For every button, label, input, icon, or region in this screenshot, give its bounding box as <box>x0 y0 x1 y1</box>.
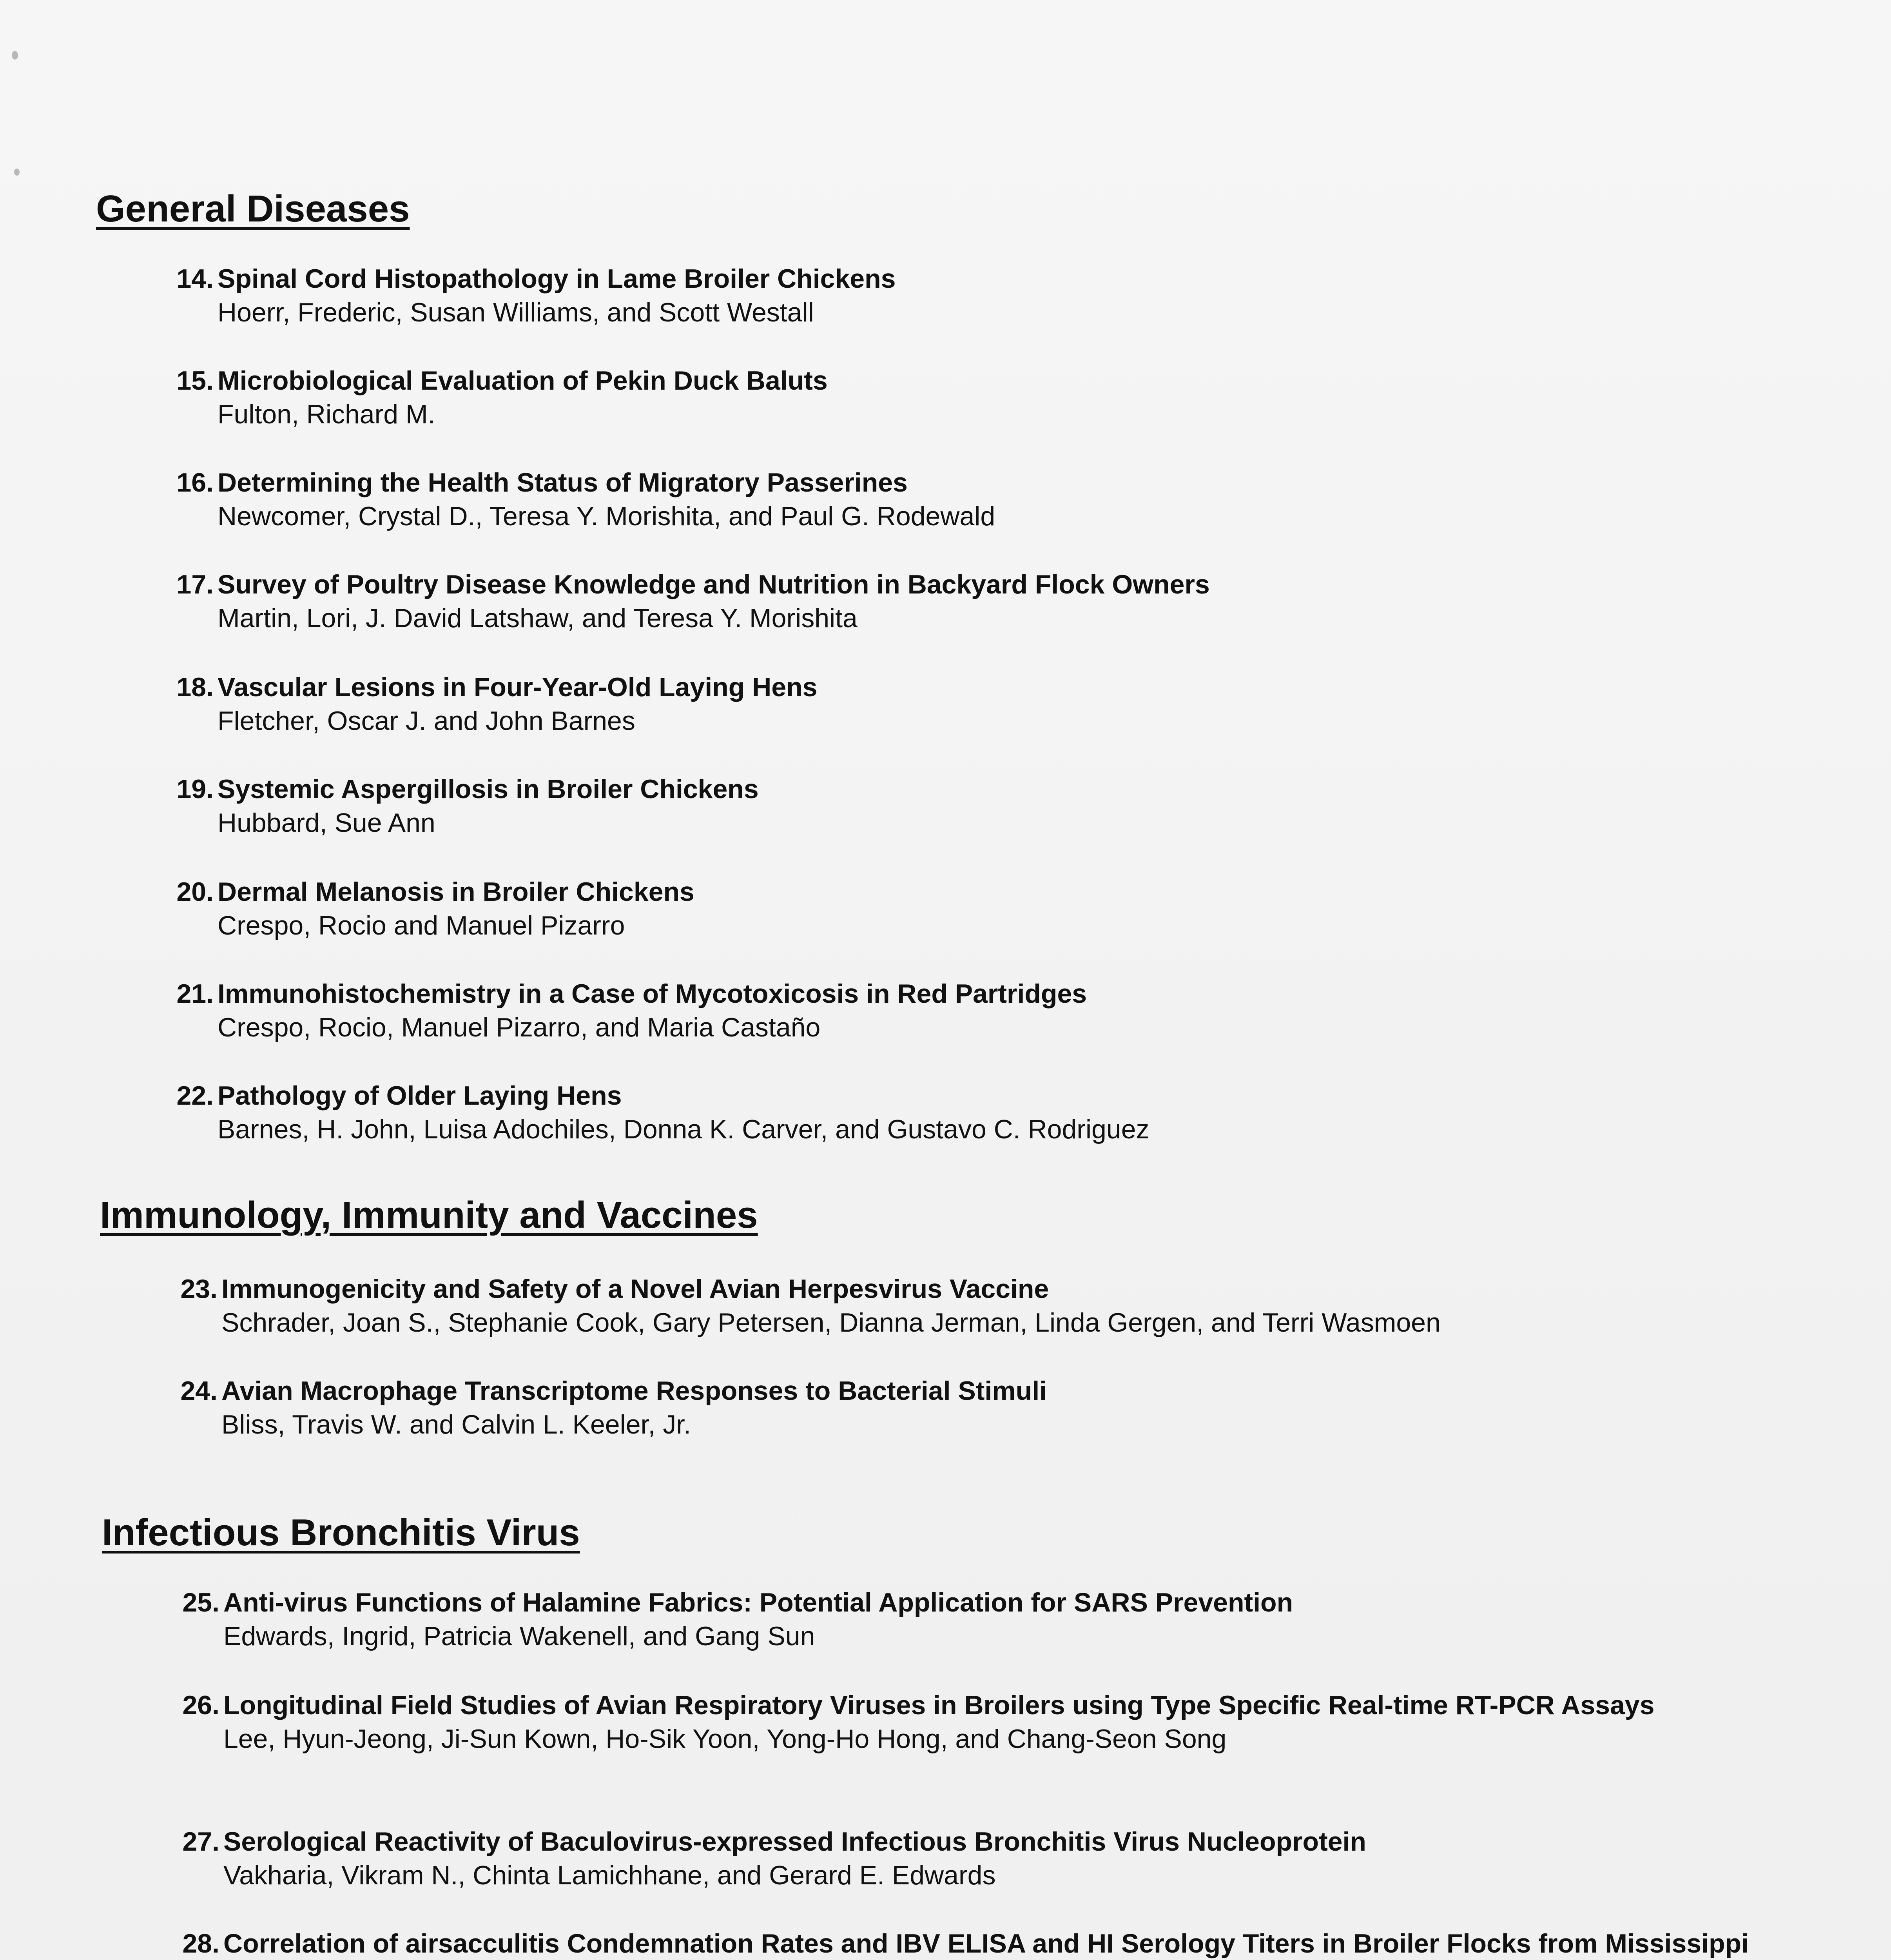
entry-authors: Martin, Lori, J. David Latshaw, and Teresa Y. Morishita <box>218 603 858 633</box>
section-heading-infectious-bronchitis: Infectious Bronchitis Virus <box>102 1512 580 1553</box>
entry-20 <box>155 875 1801 942</box>
entry-authors: Newcomer, Crystal D., Teresa Y. Morishita, and Paul G. Rodewald <box>218 501 995 531</box>
entry-authors: Fletcher, Oscar J. and John Barnes <box>218 706 635 736</box>
entry-title: Serological Reactivity of Baculovirus-expressed Infectious Bronchitis Virus Nucleoprotein <box>223 1827 1366 1857</box>
page-smudge <box>12 51 18 60</box>
entry-number: 18. <box>176 672 214 702</box>
entry-title: Immunohistochemistry in a Case of Mycotoxicosis in Red Partridges <box>218 979 1087 1009</box>
entry-number: 22. <box>176 1081 214 1111</box>
entry-title: Determining the Health Status of Migratory Passerines <box>218 468 908 497</box>
entry-title: Dermal Melanosis in Broiler Chickens <box>218 877 694 907</box>
entry-authors: Barnes, H. John, Luisa Adochiles, Donna K. Carver, and Gustavo C. Rodriguez <box>218 1114 1149 1144</box>
entry-15 <box>155 364 1801 431</box>
entry-authors: Edwards, Ingrid, Patricia Wakenell, and Gang Sun <box>223 1621 815 1651</box>
entry-14 <box>155 262 1801 329</box>
entry-title: Immunogenicity and Safety of a Novel Avian Herpesvirus Vaccine <box>221 1274 1049 1304</box>
entry-number: 27. <box>182 1827 219 1857</box>
entry-title: Pathology of Older Laying Hens <box>218 1081 622 1111</box>
entry-number: 26. <box>182 1690 219 1720</box>
entry-authors: Lee, Hyun-Jeong, Ji-Sun Kown, Ho-Sik Yoon, Yong-Ho Hong, and Chang-Seon Song <box>223 1724 1227 1754</box>
entry-authors: Fulton, Richard M. <box>218 399 435 429</box>
entry-number: 16. <box>176 468 214 497</box>
entry-title: Anti-virus Functions of Halamine Fabrics: Potential Application for SARS Prevention <box>223 1588 1293 1617</box>
entry-number: 17. <box>176 570 214 599</box>
entry-28 <box>161 1927 1807 1960</box>
entry-title: Survey of Poultry Disease Knowledge and Nutrition in Backyard Flock Owners <box>218 570 1210 599</box>
entry-title: Avian Macrophage Transcriptome Responses to Bacterial Stimuli <box>221 1376 1047 1406</box>
entry-title: Spinal Cord Histopathology in Lame Broiler Chickens <box>218 264 896 294</box>
entry-number: 28. <box>182 1929 219 1958</box>
entry-27 <box>161 1825 1807 1892</box>
entry-26 <box>161 1688 1807 1756</box>
entry-16 <box>155 466 1801 533</box>
entry-22 <box>155 1079 1801 1146</box>
entry-number: 23. <box>180 1274 218 1304</box>
entry-24 <box>159 1374 1805 1441</box>
entry-authors: Hoerr, Frederic, Susan Williams, and Scott Westall <box>218 298 814 327</box>
entry-number: 20. <box>176 877 214 907</box>
entry-title: Vascular Lesions in Four-Year-Old Laying Hens <box>218 672 818 702</box>
entry-18 <box>155 670 1801 738</box>
entry-number: 14. <box>176 264 214 294</box>
entry-authors: Crespo, Rocio and Manuel Pizarro <box>218 911 625 940</box>
entry-authors: Bliss, Travis W. and Calvin L. Keeler, Jr. <box>221 1410 691 1439</box>
page-smudge <box>14 169 20 176</box>
entry-authors: Schrader, Joan S., Stephanie Cook, Gary Petersen, Dianna Jerman, Linda Gergen, and Terri Wasmoen <box>221 1308 1441 1338</box>
entry-number: 15. <box>176 366 214 396</box>
section-heading-general-diseases: General Diseases <box>96 188 410 230</box>
entry-title: Microbiological Evaluation of Pekin Duck Baluts <box>218 366 828 396</box>
entry-title: Systemic Aspergillosis in Broiler Chickens <box>218 774 759 804</box>
entry-25 <box>161 1586 1807 1653</box>
entry-number: 21. <box>176 979 214 1009</box>
entry-title: Longitudinal Field Studies of Avian Respiratory Viruses in Broilers using Type Specific Real-time RT-PCR Assays <box>223 1690 1655 1720</box>
entry-number: 24. <box>180 1376 218 1406</box>
entry-authors: Hubbard, Sue Ann <box>218 808 435 838</box>
entry-23 <box>159 1272 1805 1339</box>
entry-number: 19. <box>176 774 214 804</box>
section-heading-immunology: Immunology, Immunity and Vaccines <box>100 1194 758 1236</box>
entry-title: Correlation of airsacculitis Condemnation Rates and IBV ELISA and HI Serology Titers in Broiler Flocks from Mississippi <box>223 1929 1749 1958</box>
entry-17 <box>155 568 1801 635</box>
entry-authors: Vakharia, Vikram N., Chinta Lamichhane, and Gerard E. Edwards <box>223 1860 996 1890</box>
entry-21 <box>155 977 1801 1044</box>
entry-number: 25. <box>182 1588 219 1617</box>
entry-authors: Crespo, Rocio, Manuel Pizarro, and Maria Castaño <box>218 1013 821 1042</box>
entry-19 <box>155 772 1801 840</box>
